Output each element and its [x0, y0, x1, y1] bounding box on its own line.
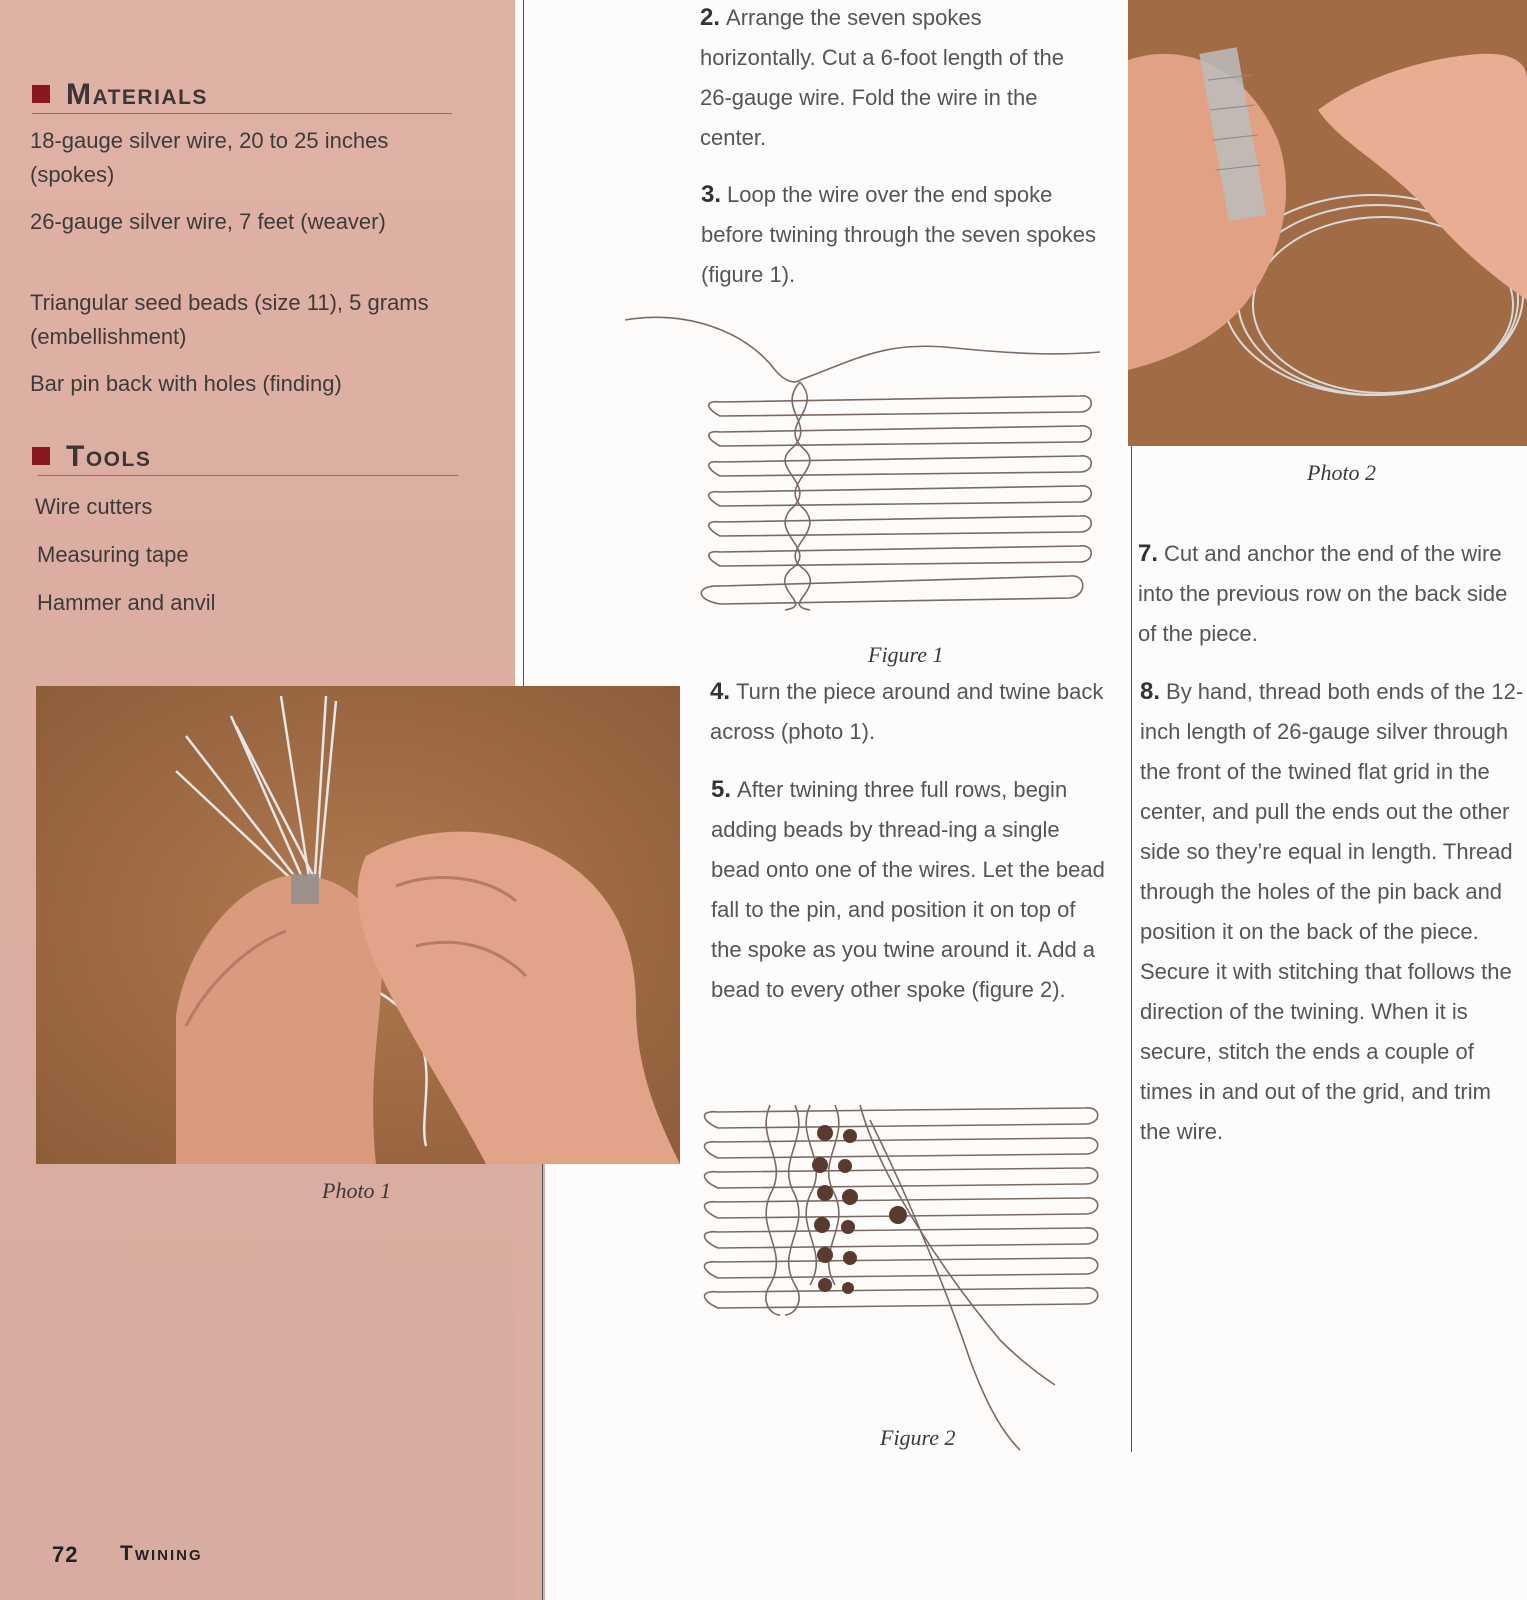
step-number: 5.: [711, 776, 732, 803]
tool-item: Hammer and anvil: [37, 590, 216, 615]
tool-item: Measuring tape: [37, 542, 189, 567]
tool-item: Wire cutters: [35, 494, 153, 519]
photo-2-caption: Photo 2: [1307, 460, 1377, 485]
step-number: 7.: [1138, 540, 1159, 567]
step-5: [711, 770, 1111, 1010]
figure-2-diagram: [700, 1100, 1120, 1480]
materials-rule: [32, 113, 452, 114]
materials-heading: [32, 78, 208, 112]
step-text: After twining three full rows, begin adding beads by thread-ing a single bead onto one of the wires. Let the bead fall to the pin, and position it on top of the spoke as you twine around it. Add a bead to every other spoke (figure 2).: [711, 777, 1105, 1002]
step-4: [710, 672, 1110, 752]
hands-stitching-image: [1128, 0, 1527, 446]
tools-heading-text: Tools: [66, 440, 152, 473]
step-number: 8.: [1140, 678, 1161, 705]
figure-1-diagram: [625, 310, 1105, 640]
step-number: 4.: [710, 678, 731, 705]
material-item: 26-gauge silver wire, 7 feet (weaver): [30, 209, 386, 234]
material-item: Triangular seed beads (size 11), 5 grams (embellishment): [30, 290, 429, 349]
step-text: Loop the wire over the end spoke before twining through the seven spokes (figure 1).: [701, 182, 1097, 287]
material-item: 18-gauge silver wire, 20 to 25 inches (spokes): [30, 128, 389, 187]
figure-1-caption: Figure 1: [868, 642, 944, 667]
step-number: 3.: [701, 181, 722, 208]
tools-heading: [32, 440, 151, 474]
page-number: 72: [52, 1542, 79, 1567]
tools-rule: [38, 475, 458, 476]
step-text: Turn the piece around and twine back across (photo 1).: [710, 679, 1104, 744]
step-text: By hand, thread both ends of the 12-inch length of 26-gauge silver through the front of the twined flat grid in the center, and pull the ends out the other side so they’re equal in length. Thread through the holes of the pin back and position it on the back of the piece. Secure it with stitching that follows the direction of the twining. When it is secure, stitch the ends a couple of times in and out of the grid, and trim the wire.: [1140, 679, 1524, 1144]
step-2: [700, 0, 1100, 158]
column-divider: [523, 0, 524, 686]
step-8: [1140, 672, 1525, 1152]
materials-heading-text: Materials: [66, 78, 208, 111]
photo-2: [1128, 0, 1527, 446]
step-3: [701, 175, 1101, 295]
photo-1: [36, 686, 680, 1164]
step-text: Cut and anchor the end of the wire into the previous row on the back side of the piece.: [1138, 541, 1508, 646]
step-7: [1138, 534, 1518, 654]
step-number: 2.: [700, 4, 721, 31]
column-divider: [542, 1164, 543, 1600]
material-item: Bar pin back with holes (finding): [30, 371, 342, 396]
square-bullet-icon: [32, 85, 50, 103]
figure-2-caption: Figure 2: [880, 1425, 956, 1450]
running-footer: Twining: [120, 1542, 203, 1565]
hands-twining-image: [36, 686, 680, 1164]
square-bullet-icon: [32, 447, 50, 465]
photo-1-caption: Photo 1: [322, 1178, 392, 1203]
step-text: Arrange the seven spokes horizontally. Cut a 6-foot length of the 26-gauge wire. Fold the wire in the center.: [700, 5, 1065, 150]
